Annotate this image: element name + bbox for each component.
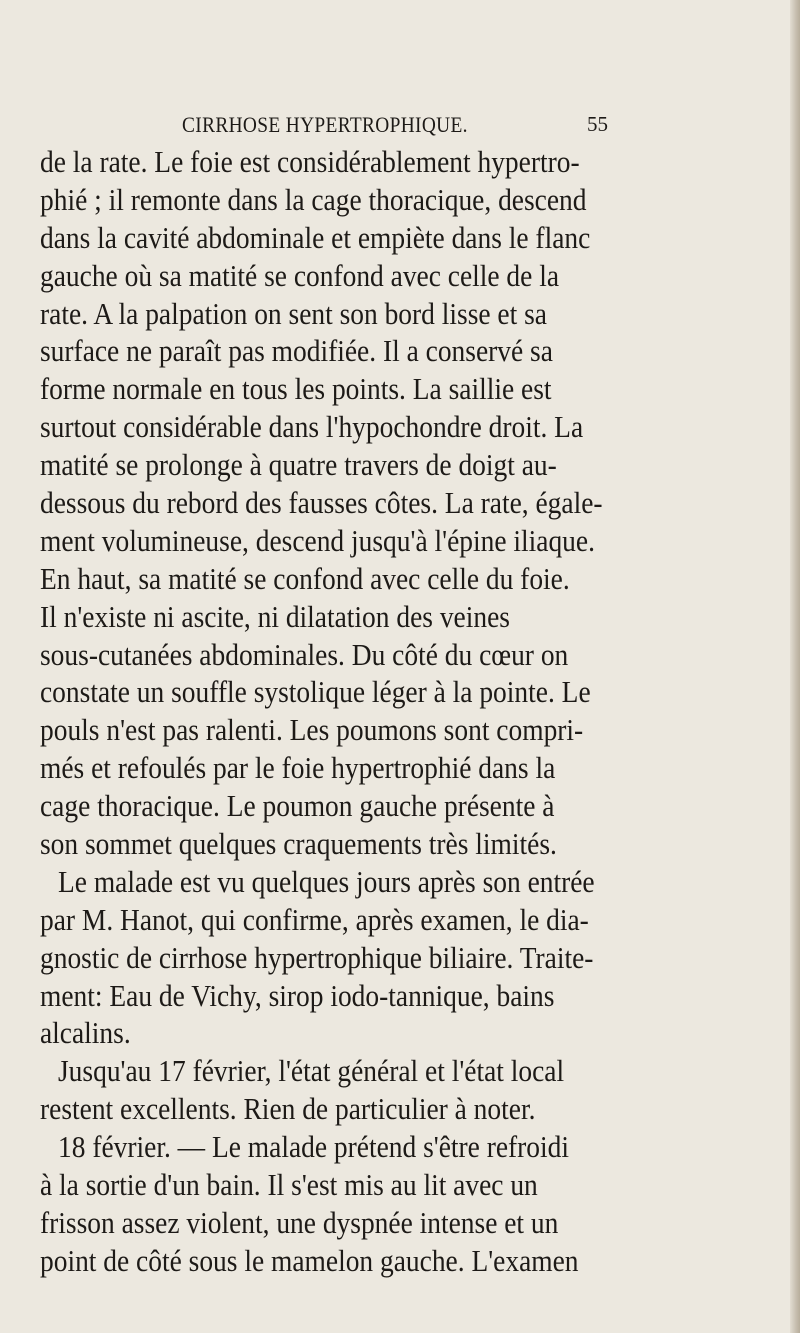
text-line: par M. Hanot, qui confirme, après examen, le dia-	[40, 902, 589, 937]
text-line: Jusqu'au 17 février, l'état général et l'état local	[58, 1054, 565, 1089]
text-line: cage thoracique. Le poumon gauche présente à	[40, 789, 555, 824]
text-line: rate. A la palpation on sent son bord lisse et sa	[40, 296, 547, 331]
text-line: de la rate. Le foie est considérablement hypertro-	[40, 145, 580, 179]
text-line: gnostic de cirrhose hypertrophique biliaire. Traite-	[40, 940, 594, 975]
text-line: restent excellents. Rien de particulier à noter.	[40, 1092, 536, 1127]
body-text	[40, 144, 640, 1281]
text-line: surtout considérable dans l'hypochondre droit. La	[40, 410, 584, 445]
text-line: surface ne paraît pas modifiée. Il a conservé sa	[40, 334, 553, 369]
text-line: frisson assez violent, une dyspnée intense et un	[40, 1205, 559, 1240]
text-line: matité se prolonge à quatre travers de doigt au-	[40, 448, 557, 483]
text-line: dessous du rebord des fausses côtes. La rate, égale-	[40, 486, 603, 521]
text-line: dans la cavité abdominale et empiète dans le flanc	[40, 220, 591, 255]
text-line: En haut, sa matité se confond avec celle du foie.	[40, 561, 570, 596]
text-line: son sommet quelques craquements très limités.	[40, 827, 557, 862]
text-line: Le malade est vu quelques jours après son entrée	[58, 864, 595, 899]
running-head	[0, 112, 800, 142]
page-number: 55	[587, 112, 608, 136]
text-line: pouls n'est pas ralenti. Les poumons sont compri-	[40, 713, 584, 748]
text-line: phié ; il remonte dans la cage thoracique, descend	[40, 182, 587, 217]
running-title: CIRRHOSE HYPERTROPHIQUE.	[182, 112, 468, 137]
text-line: constate un souffle systolique léger à la pointe. Le	[40, 675, 591, 710]
text-line: point de côté sous le mamelon gauche. L'examen	[40, 1243, 579, 1278]
text-line: forme normale en tous les points. La saillie est	[40, 372, 552, 407]
text-line: ment volumineuse, descend jusqu'à l'épine iliaque.	[40, 523, 595, 558]
text-line: gauche où sa matité se confond avec celle de la	[40, 258, 560, 293]
page-edge-shadow	[790, 0, 800, 1333]
text-line: sous-cutanées abdominales. Du côté du cœur on	[40, 637, 569, 672]
text-line: Il n'existe ni ascite, ni dilatation des veines	[40, 599, 510, 634]
text-line: alcalins.	[40, 1016, 131, 1051]
text-line: 18 février. — Le malade prétend s'être refroidi	[58, 1130, 570, 1165]
text-line: ment: Eau de Vichy, sirop iodo-tannique, bains	[40, 978, 555, 1013]
text-line: à la sortie d'un bain. Il s'est mis au lit avec un	[40, 1168, 538, 1203]
text-line: més et refoulés par le foie hypertrophié dans la	[40, 751, 556, 786]
